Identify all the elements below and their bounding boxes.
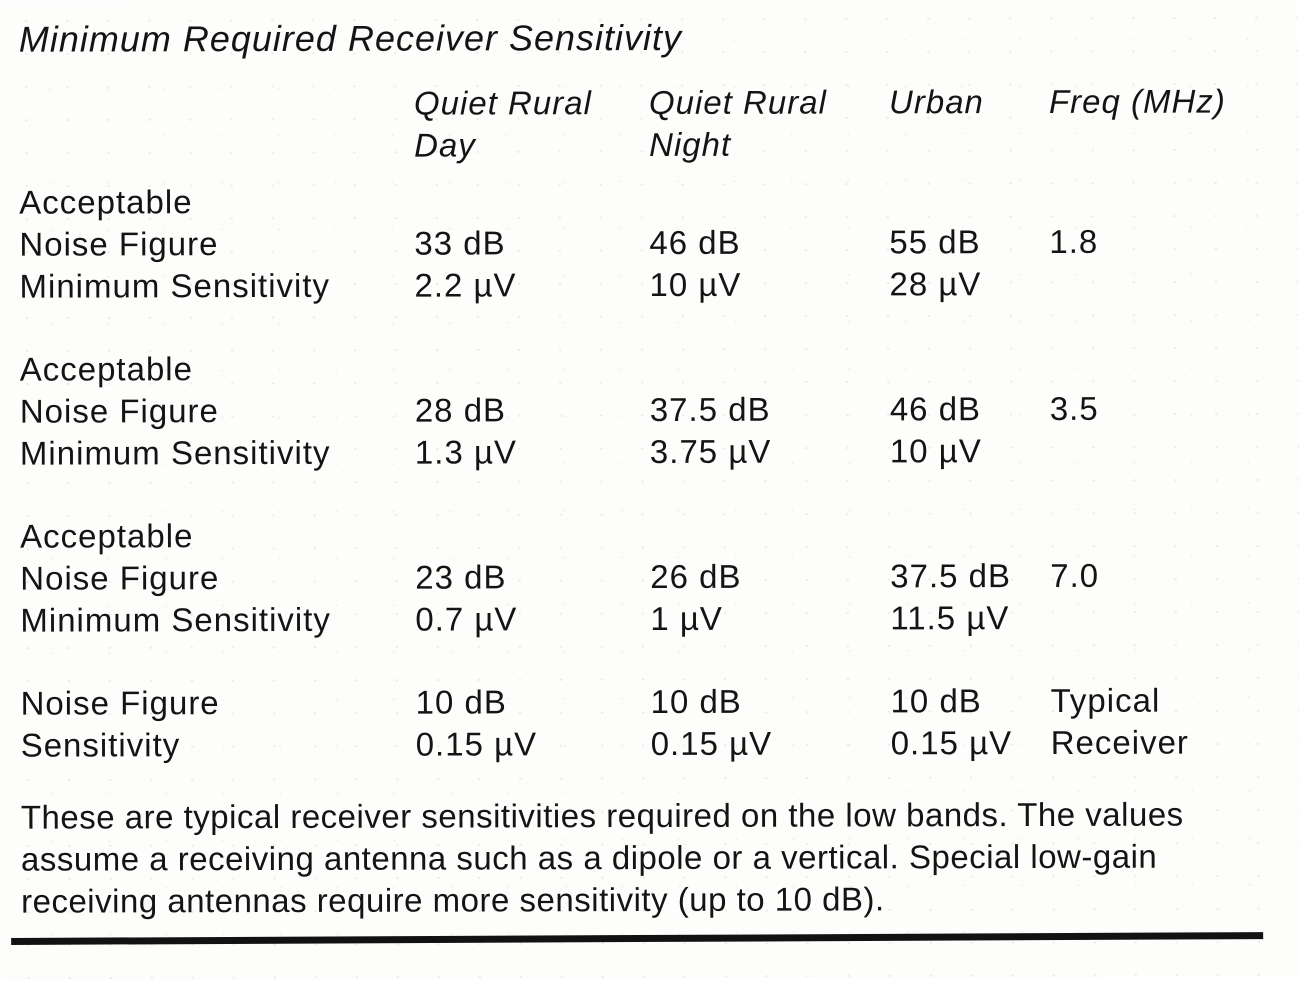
cell-quiet-rural-night: 3.75 µV [650,430,890,473]
col-header-quiet-rural-day [414,82,649,167]
cell-quiet-rural-night: 1 µV [650,597,890,640]
cell-urban: 46 dB [890,388,1050,430]
table-row-noise-figure [20,387,1277,432]
cell-quiet-rural-night: 0.15 µV [651,722,891,765]
cell-quiet-rural-night: 10 dB [651,680,891,723]
cell-quiet-rural-night: 37.5 dB [650,388,890,431]
group-header-row [20,345,1277,390]
col-header-line1: Urban [889,81,1049,123]
cell-quiet-rural-day: 23 dB [415,556,650,599]
group-header-row [20,512,1277,557]
cell-freq: Typical [1051,679,1278,722]
table-row-sensitivity [21,721,1278,766]
cell-quiet-rural-day: 0.7 µV [415,598,650,641]
cell-urban: 11.5 µV [890,597,1050,639]
cell-freq: 3.5 [1050,387,1277,430]
bottom-rule [11,932,1263,945]
cell-quiet-rural-day: 10 dB [416,681,651,724]
footnote-line: receiving antennas require more sensitivity (up to 10 dB). [21,877,1278,922]
cell-urban: 10 dB [891,680,1051,722]
row-label: Noise Figure [20,390,415,433]
col-header-line2: Day [414,124,649,167]
group-header-label: Acceptable [20,515,415,558]
cell-urban: 10 µV [890,430,1050,472]
col-header-freq-mhz [1049,80,1276,165]
group-header-label: Acceptable [20,348,415,391]
table-row-minimum-sensitivity [19,262,1276,307]
table-row-minimum-sensitivity [20,429,1277,474]
cell-quiet-rural-night: 10 µV [649,263,889,306]
row-label: Noise Figure [19,223,414,266]
table-group-1-8mhz [19,178,1276,307]
footnote [21,793,1278,922]
group-header-label: Acceptable [19,181,414,224]
cell-quiet-rural-night: 26 dB [650,555,890,598]
cell-freq [1050,596,1277,639]
cell-quiet-rural-day: 1.3 µV [415,431,650,474]
header-spacer [19,83,414,168]
table-group-7-0mhz [20,512,1277,641]
row-label: Minimum Sensitivity [19,265,414,308]
cell-quiet-rural-night: 46 dB [649,221,889,264]
cell-urban: 55 dB [889,221,1049,263]
cell-urban: 28 µV [889,263,1049,305]
cell-freq: 1.8 [1049,220,1276,263]
cell-freq: Receiver [1051,721,1278,764]
col-header-quiet-rural-night [649,81,889,166]
col-header-line1: Quiet Rural [649,81,889,124]
cell-quiet-rural-day: 0.15 µV [416,723,651,766]
cell-quiet-rural-day: 2.2 µV [414,264,649,307]
cell-freq [1049,262,1276,305]
table-row-minimum-sensitivity [20,596,1277,641]
group-header-row [19,178,1276,223]
cell-quiet-rural-day: 33 dB [414,222,649,265]
cell-urban: 37.5 dB [890,555,1050,597]
cell-urban: 0.15 µV [891,722,1051,764]
page-title: Minimum Required Receiver Sensitivity [19,14,1276,61]
col-header-line2: Night [649,123,889,166]
cell-freq [1050,429,1277,472]
row-label: Minimum Sensitivity [20,432,415,475]
table-group-typical-receiver [21,679,1278,766]
col-header-line1: Quiet Rural [414,82,649,125]
footnote-line: These are typical receiver sensitivities required on the low bands. The values [21,793,1278,838]
table-row-noise-figure [20,554,1277,599]
row-label: Noise Figure [20,557,415,600]
row-label: Sensitivity [21,724,416,767]
col-header-line1: Freq (MHz) [1049,80,1276,123]
row-label: Minimum Sensitivity [20,599,415,642]
table-row-noise-figure [21,679,1278,724]
table-row-noise-figure [19,220,1276,265]
table-header-row [19,80,1276,167]
cell-quiet-rural-day: 28 dB [415,389,650,432]
cell-freq: 7.0 [1050,554,1277,597]
col-header-urban [889,81,1049,165]
table-group-3-5mhz [20,345,1277,474]
row-label: Noise Figure [21,682,416,725]
footnote-line: assume a receiving antenna such as a dipole or a vertical. Special low-gain [21,835,1278,880]
